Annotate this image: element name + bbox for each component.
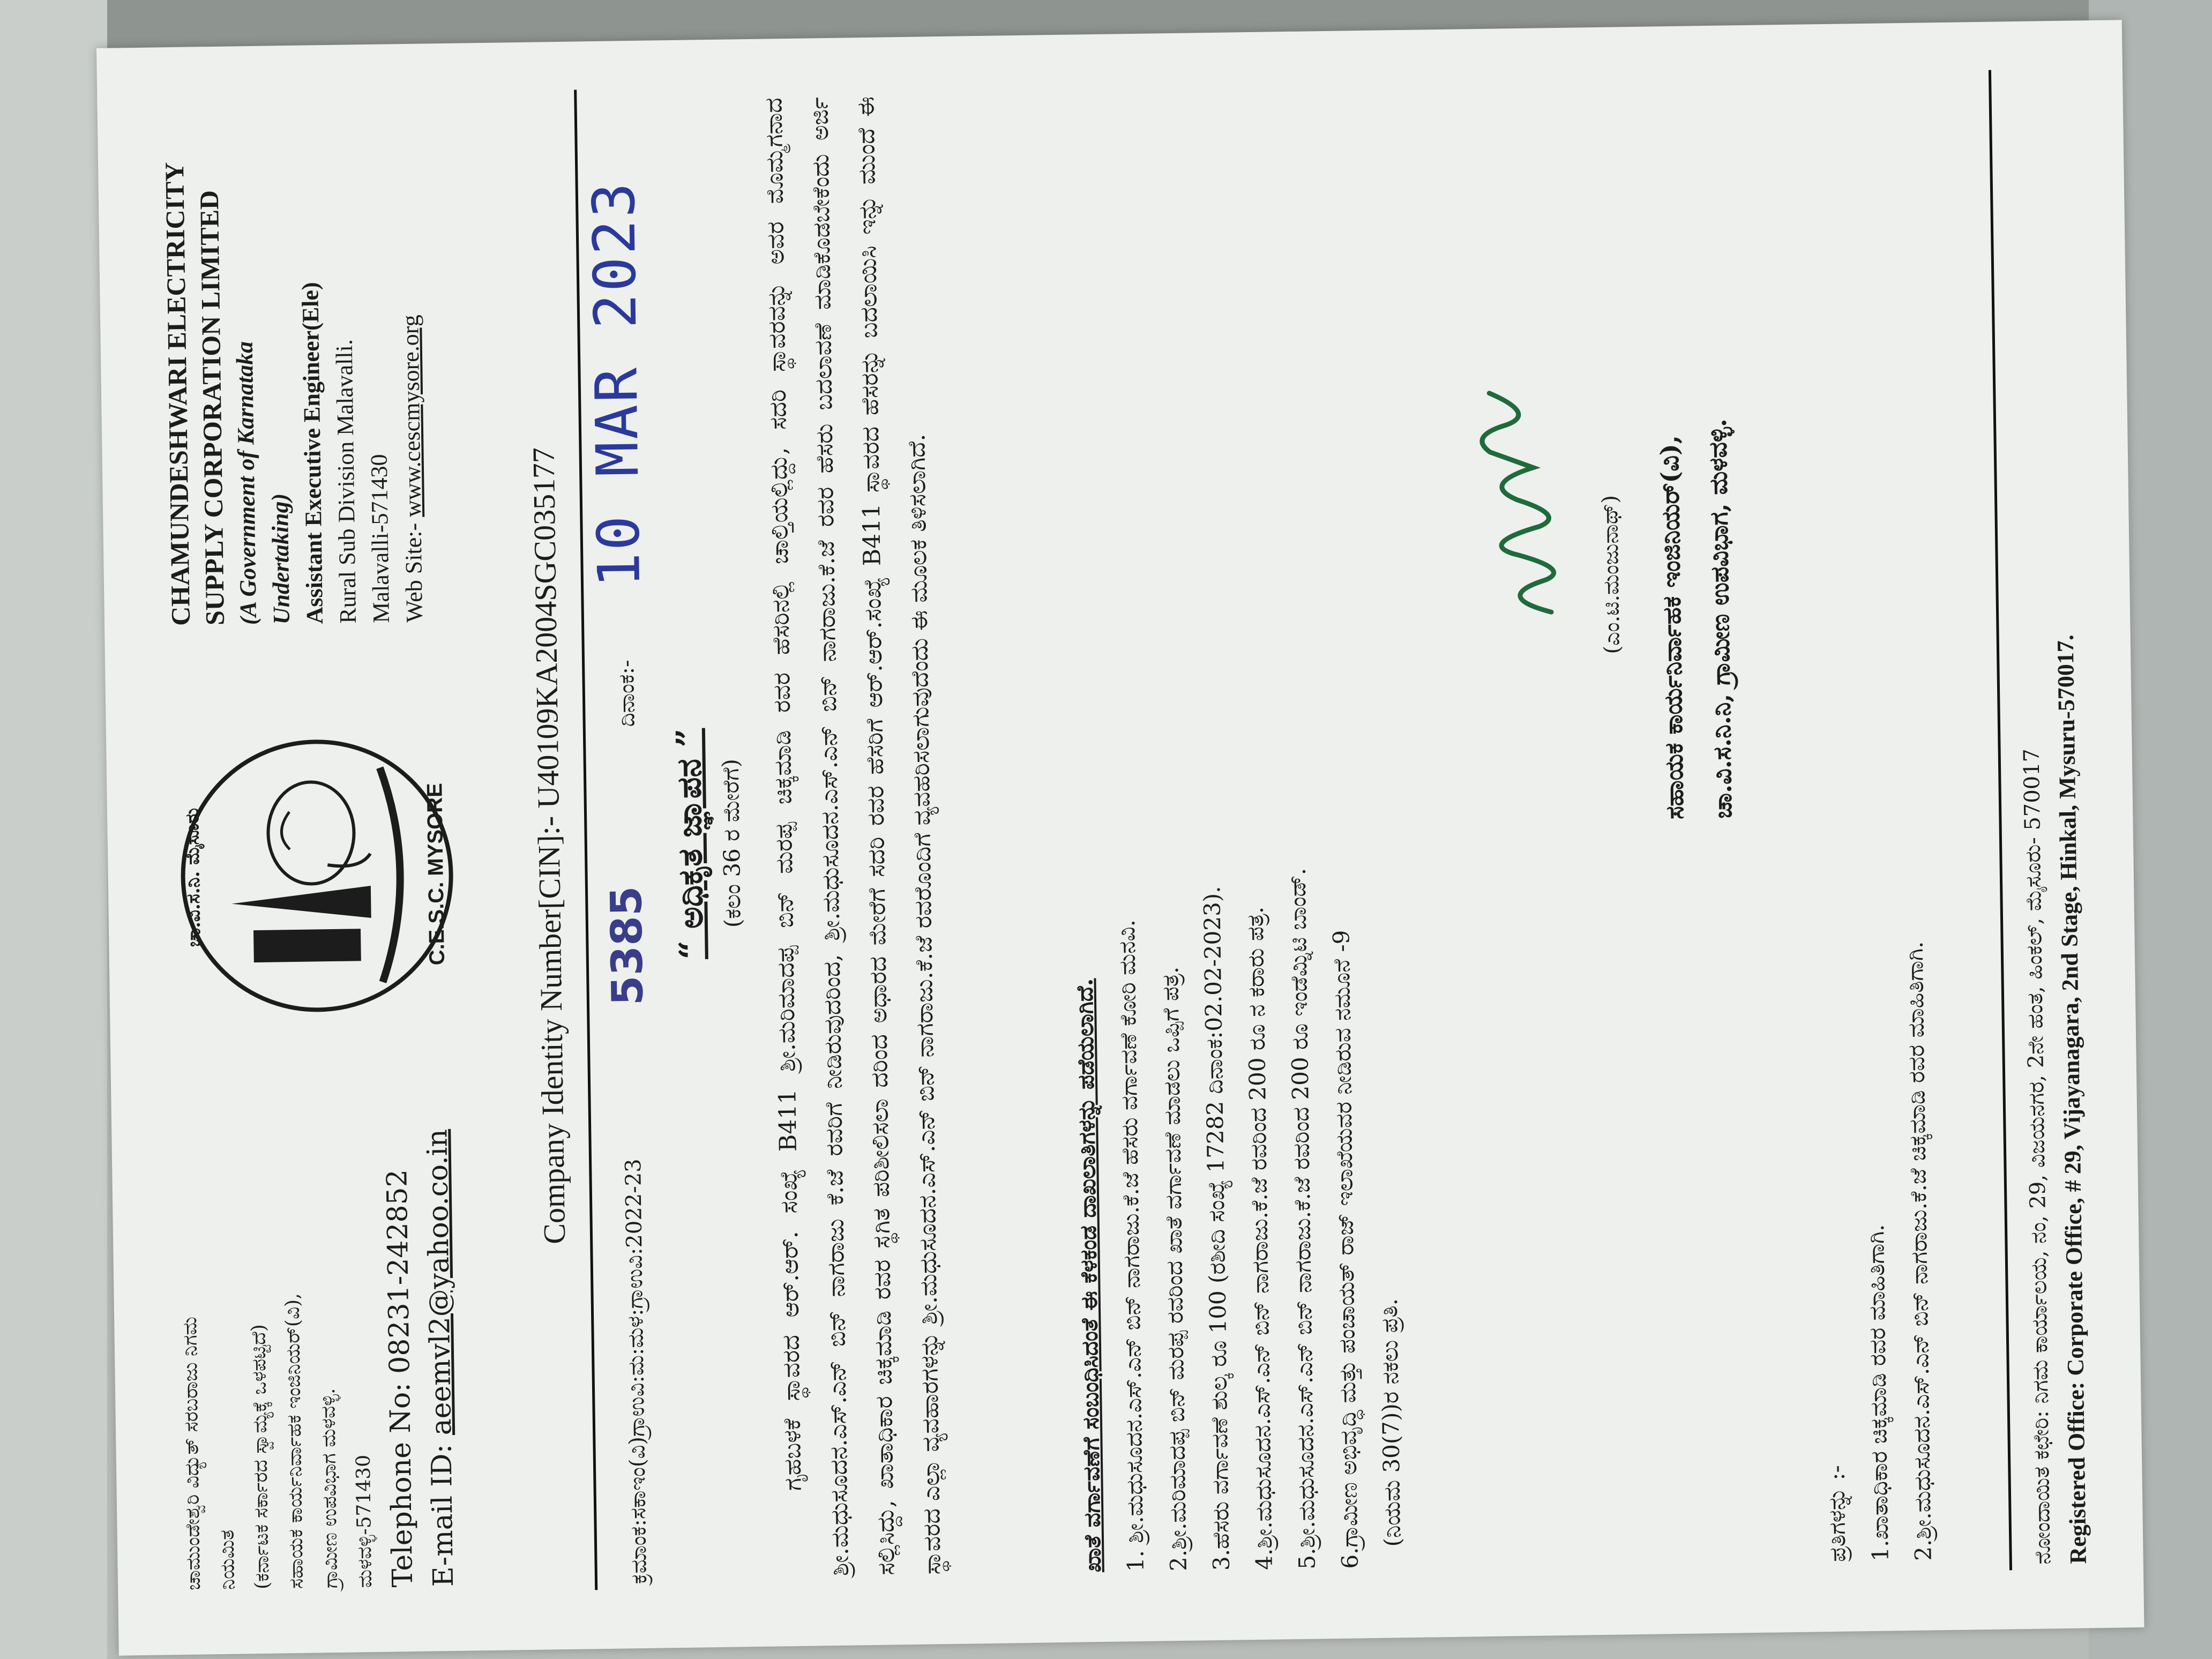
date-label: ದಿನಾಂಕ:-	[614, 660, 640, 727]
section-reference: (ಕಲಂ 36 ರ ಮೇರೆಗೆ)	[717, 758, 746, 928]
document-item: 6.ಗ್ರಾಮೀಣ ಅಭಿವೃದ್ಧಿ ಮತ್ತು ಪಂಚಾಯತ್ ರಾಜ್ ಇಲಾಖೆಯವರ ನೀಡಿರುವ ನಮೂನೆ -9	[1328, 930, 1363, 1569]
document-item: 4.ಶ್ರೀ.ಮಧುಸೂದನ.ಎಸ್.ಎನ್ ಬಿನ್ ನಾಗರಾಜು.ಕೆ.ಜೆ ರವರಿಂದ 200 ರೂ ನ ಕರಾರು ಪತ್ರ.	[1242, 906, 1277, 1571]
date-stamp: 10 MAR 2023	[580, 180, 654, 588]
documents-heading: ಖಾತೆ ವರ್ಗಾವಣೆಗೆ ಸಂಬಂಧಿಸಿದಂತೆ ಈ ಕೆಳಕಂಡ ದಾಖಲಾತಿಗಳನ್ನು ಪಡೆಯಲಾಗಿದೆ.	[1071, 978, 1106, 1573]
en-undertaking: Undertaking)	[266, 493, 295, 625]
en-company-name: CHAMUNDESHWARI ELECTRICITY	[159, 162, 196, 626]
kn-division: ಗ್ರಾಮೀಣ ಉಪವಿಭಾಗ ಮಳವಳ್ಳಿ.	[317, 1388, 342, 1589]
copies-heading: ಪ್ರತಿಗಳನ್ನು :-	[1823, 1464, 1851, 1563]
website-label: Web Site:-	[400, 517, 428, 623]
paper-sheet	[96, 20, 2144, 1655]
reference-prefix: ಕ್ರಮಾಂಕ:ಸಕಾಇಂ(ವಿ)ಗ್ರಾಉವಿ:ಮ:ಮಳ:ಗ್ರಾಉವಿ:2022-23	[621, 1159, 652, 1585]
kn-govt-note: (ಕರ್ನಾಟಕ ಸರ್ಕಾರದ ಸ್ವಾಮ್ಯಕ್ಕೆ ಒಳಪಟ್ಟಿದೆ)	[248, 1324, 274, 1590]
document-item: 2.ಶ್ರೀ.ಮರಿಮಾದಪ್ಪ ಬಿನ್ ಮರಪ್ಪ ರವರಿಂದ ಖಾತೆ ವರ್ಗಾವಣೆ ಮಾಡಲು ಒಪ್ಪಿಗೆ ಪತ್ರ.	[1157, 966, 1192, 1572]
body-paragraph: ಗೃಹಬಳಕೆ ಸ್ಥಾವರದ ಆರ್.ಆರ್. ಸಂಖ್ಯೆ B411 ಶ್ರೀ.ಮರಿಮಾದಪ್ಪ ಬಿನ್ ಮರಪ್ಪ ಚಿಕ್ಕಮಾಡಿ ರವರ ಹೆಸರಿನಲ್ಲಿ ಚಾಲ್ತಿಯಲ್ಲಿದ್ದು, ಸದರಿ ಸ್ಥಾವರವನ್ನು ಅವರ ಮೊಮ್ಮಗನಾದ ಶ್ರೀ.ಮಧುಸೂದನ.ಎಸ್.ಎನ್ ಬಿನ್ ನಾಗರಾಜು ಕೆ.ಜೆ ರವರಿಗೆ ನೀಡಿರುವುದರಿಂದ, ಶ್ರೀ.ಮಧುಸೂದನ.ಎಸ್.ಎನ್ ಬಿನ್ ನಾಗರಾಜು.ಕೆ.ಜೆ ರವರ ಹೆಸರು ಬದಲಾವಣೆ ಮಾಡಿಕೊಡಬೇಕೆಂದು ಅರ್ಜಿ ಸಲ್ಲಿಸಿದ್ದು, ಖಾತಾಧಿಕಾರ ಚಿಕ್ಕಮಾಡಿ ರವರ ಸ್ಥಗಿತ ಪರಿಶೀಲಿಸಲಾ ದರಿಂದ ಅಧಾರದ ಮೇರೆಗೆ ಸದರಿ ರವರ ಹೆಸರಿಗೆ ಆರ್.ಆರ್.ಸಂಖ್ಯೆ B411 ಸ್ಥಾವರದ ಹೆಸರನ್ನು ಬದಲಾಯಿಸಿ ಇನ್ನು ಮುಂದೆ ಈ ಸ್ಥಾವರದ ಎಲ್ಲಾ ವ್ಯವಹಾರಗಳನ್ನು ಶ್ರೀ.ಮಧುಸೂದನ.ಎಸ್.ಎನ್ ಬಿನ್ ನಾಗರಾಜು.ಕೆ.ಜೆ ರವರೊಂದಿಗೆ ವ್ಯವಹರಿಸಲಾಗುವುದೆಂದು ಈ ಮೂಲಕ ತಿಳಿಸಲಾಗಿದೆ.	[760, 96, 946, 1576]
copy-item: 1.ಖಾತಾಧಿಕಾರ ಚಿಕ್ಕಮಾಡಿ ರವರ ಮಾಹಿತಿಗಾಗಿ.	[1862, 1224, 1894, 1562]
letterhead-english	[156, 76, 431, 626]
cesc-logo	[165, 724, 469, 1028]
en-division: Rural Sub Division Malavalli.	[331, 339, 362, 624]
logo-elephant-icon	[267, 781, 371, 885]
kn-pin: ಮಳವಳ್ಳಿ-571430	[352, 1454, 377, 1588]
reference-line	[580, 94, 664, 1585]
logo-pylon-icon	[253, 929, 361, 962]
documents-list	[1051, 89, 1414, 1573]
handwritten-reference-no: 5385	[601, 886, 653, 1006]
signatory-name: (ಎಂ.ಟಿ.ಮಂಜುನಾಥ್)	[1597, 495, 1625, 654]
email-link[interactable]: aeemvl2@yahoo.co.in	[421, 1129, 458, 1436]
handwritten-signature	[1457, 370, 1584, 629]
logo-swoosh	[380, 767, 402, 982]
kn-office: ಸಹಾಯಕ ಕಾರ್ಯನಿರ್ವಾಹಕ ಇಂಜಿನಿಯರ್(ವಿ),	[281, 1293, 308, 1589]
letterhead-kannada	[170, 1104, 465, 1590]
kn-org-name: ಚಾಮುಂಡೇಶ್ವರಿ ವಿದ್ಯುತ್ ಸರಬರಾಜು ನಿಗಮ	[179, 1317, 205, 1591]
designation-line-2: ಚಾ.ವಿ.ಸ.ನಿ.ನಿ, ಗ್ರಾಮೀಣ ಉಪವಿಭಾಗ, ಮಳವಳ್ಳಿ.	[1702, 418, 1738, 819]
en-pin: Malavalli-571430	[365, 454, 395, 624]
footer-kannada: ನೋಂದಾಯಿತ ಕಛೇರಿ: ನಿಗಮ ಕಾರ್ಯಾಲಯ, ನಂ, 29, ವಿಜಯನಗರ, 2ನೇ ಹಂತ, ಹಿಂಕಲ್, ಮೈಸೂರು- 570017	[2019, 748, 2056, 1565]
email-line	[417, 1104, 465, 1587]
footer	[2005, 63, 2096, 1565]
document-item: (ನಿಯಮ 30(7))ರ ನಕಲು ಪ್ರತಿ.	[1376, 1298, 1406, 1547]
en-govt-note: (A Government of Karnataka	[231, 341, 262, 625]
kn-org-suffix: ನಿಯಮಿತ	[216, 1529, 240, 1590]
en-company-name-2: SUPPLY CORPORATION LIMITED	[193, 190, 230, 626]
document-item: 5.ಶ್ರೀ.ಮಧುಸೂದನ.ಎಸ್.ಎನ್ ಬಿನ್ ನಾಗರಾಜು.ಕೆ.ಜೆ ರವರಿಂದ 200 ರೂ ಇಂಡೆಮ್ನಿಟಿ ಬಾಂಡ್.	[1284, 868, 1320, 1570]
background-left	[0, 0, 107, 1659]
company-identity-number: Company Identity Number[CIN]:- U40109KA2004SGC035177	[526, 447, 572, 1245]
memo-body	[751, 95, 956, 1577]
document-item: 3.ಹೆಸರು ವರ್ಗಾವಣೆ ಶುಲ್ಕ ರೂ 100 (ರಶೀದಿ ಸಂಖ್ಯೆ 17282 ದಿನಾಂಕ:02.02-2023).	[1199, 886, 1235, 1571]
designation-line-1: ಸಹಾಯಕ ಕಾರ್ಯನಿರ್ವಾಹಕ ಇಂಜಿನಿಯರ್(ವಿ),	[1655, 435, 1690, 820]
letter-page	[124, 47, 2117, 1628]
document-item: 1. ಶ್ರೀ.ಮಧುಸೂದನ.ಎಸ್.ಎನ್ ಬಿನ್ ನಾಗರಾಜು.ಕೆ.ಜೆ ಹೆಸರು ವರ್ಗಾವಣೆ ಕೋರಿ ಮನವಿ.	[1113, 919, 1149, 1572]
en-office: Assistant Executive Engineer(Ele)	[297, 282, 328, 624]
telephone: Telephone No: 08231-242852	[381, 1169, 420, 1588]
memo-title: “ ಅಧಿಕೃತ ಜ್ಞಾಪನ ”	[668, 728, 711, 960]
logo-tower-icon	[231, 886, 371, 920]
copy-item: 2.ಶ್ರೀ.ಮಧುಸೂದನ.ಎಸ್.ಎನ್ ಬಿನ್ ನಾಗರಾಜು.ಕೆ.ಜೆ ಚಿಕ್ಕಮಾಡಿ ರವರ ಮಾಹಿತಿಗಾಗಿ.	[1901, 941, 1937, 1561]
email-label: E-mail ID:	[425, 1434, 460, 1587]
logo-top-text: ಚಾ.ವಿ.ಸ.ನಿ. ಮೈಸೂರು	[181, 808, 205, 947]
website-line	[391, 76, 431, 623]
logo-bottom-text: C.E.S.C. MYSORE	[423, 782, 449, 966]
signatory-designation	[1640, 68, 1747, 819]
website-link[interactable]: www.cescmysore.org	[397, 315, 427, 518]
copies-section	[1803, 596, 1945, 1562]
footer-english: Registered Office: Corporate Office, # 29, Vijayanagara, 2nd Stage, Hinkal, Mysuru-570017.	[2052, 634, 2091, 1564]
logo-ring	[181, 740, 453, 1012]
